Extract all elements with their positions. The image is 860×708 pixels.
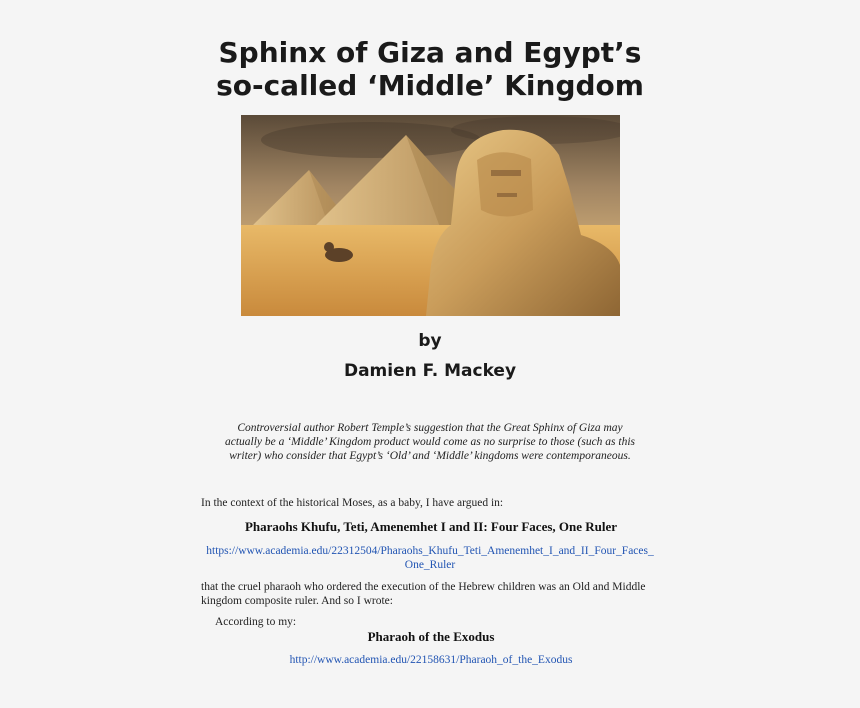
intro-paragraph: In the context of the historical Moses, as a baby, I have argued in: <box>201 497 504 509</box>
abstract <box>214 421 646 463</box>
reference-link[interactable] <box>200 544 660 572</box>
author-name: Damien F. Mackey <box>343 361 517 381</box>
reference-link-line[interactable]: https://www.academia.edu/22312504/Pharaohs_Khufu_Teti_Amenemhet_I_and_II_Four_Faces_ <box>206 545 654 557</box>
abstract-line: actually be a ‘Middle’ Kingdom product would come as no surprise to those (such as this <box>224 436 636 448</box>
body-line: that the cruel pharaoh who ordered the execution of the Hebrew children was an Old and Middle <box>201 581 646 593</box>
title-line-2: so-called ‘Middle’ Kingdom <box>216 69 644 102</box>
document-title <box>0 36 860 102</box>
reference-link-line[interactable]: One_Ruler <box>404 559 456 571</box>
sphinx-pyramids-photo <box>241 115 620 316</box>
body-paragraph <box>201 580 663 608</box>
reference-title: Pharaoh of the Exodus <box>367 629 495 644</box>
abstract-line: Controversial author Robert Temple’s suggestion that the Great Sphinx of Giza may <box>237 422 623 434</box>
reference-link[interactable]: http://www.academia.edu/22158631/Pharaoh_of_the_Exodus <box>289 654 573 666</box>
abstract-line: writer) who consider that Egypt’s ‘Old’ and ‘Middle’ kingdoms were contemporaneous. <box>229 450 631 462</box>
reference-title: Pharaohs Khufu, Teti, Amenemhet I and II: Four Faces, One Ruler <box>244 519 618 534</box>
according-to-text: According to my: <box>215 616 297 628</box>
byline-by: by <box>418 331 442 351</box>
title-line-1: Sphinx of Giza and Egypt’s <box>218 36 642 69</box>
body-line: kingdom composite ruler. And so I wrote: <box>201 595 393 607</box>
